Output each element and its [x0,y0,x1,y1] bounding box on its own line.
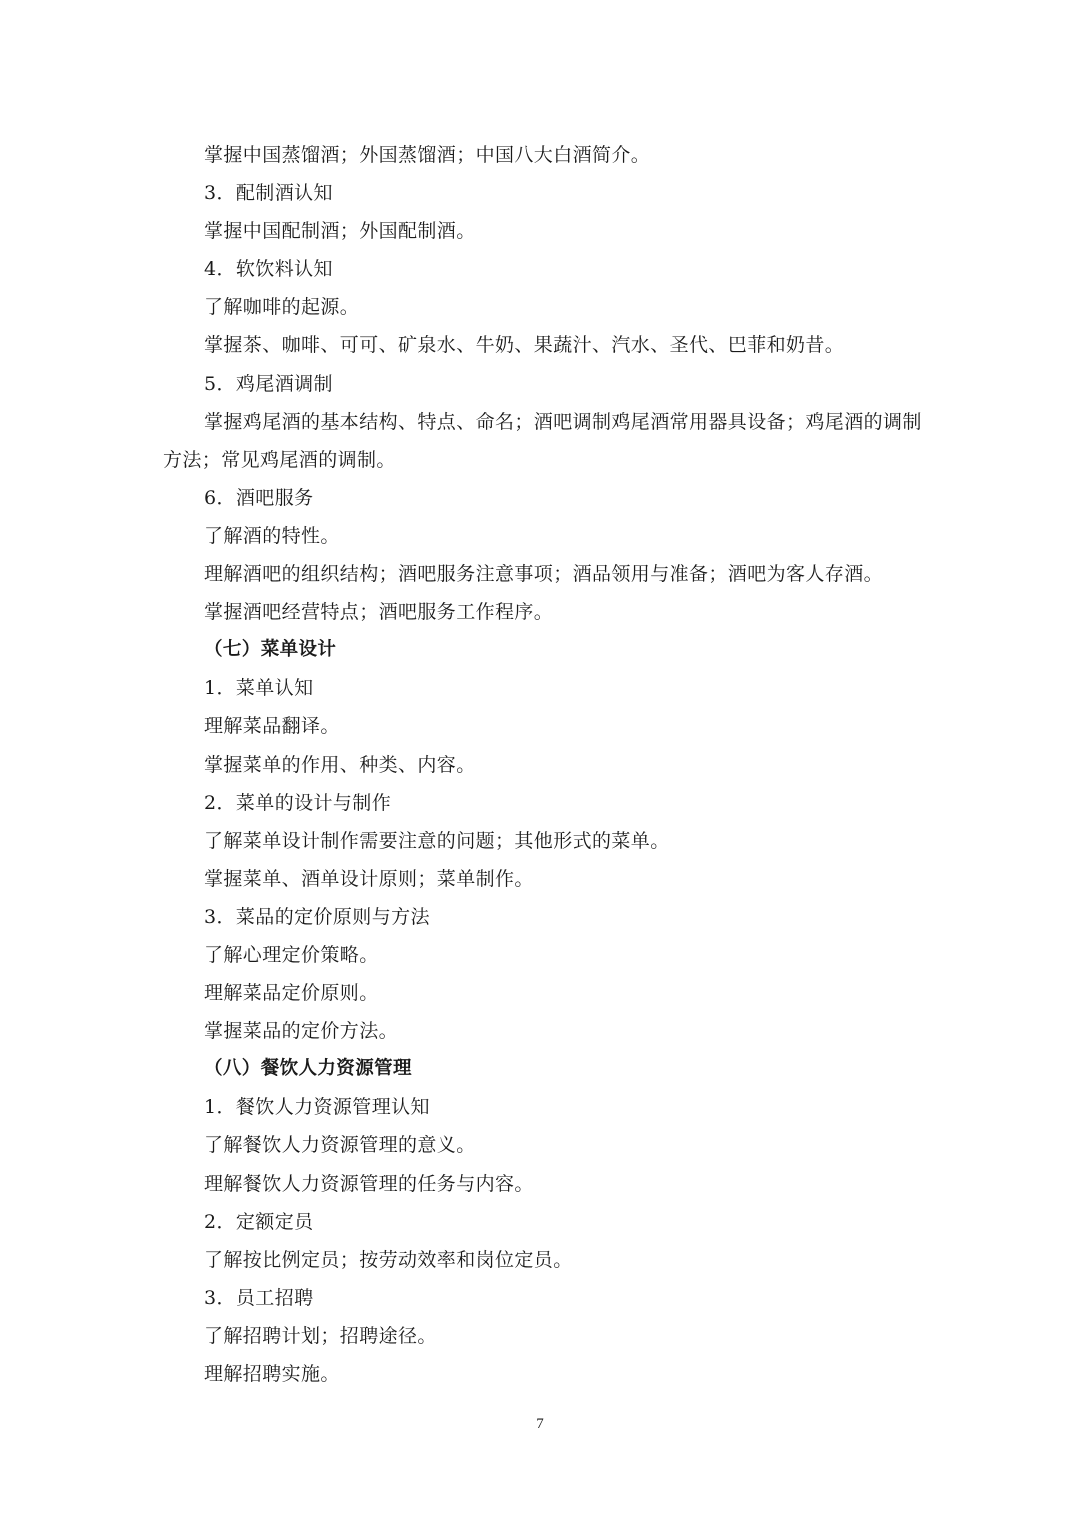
paragraph: 理解菜品翻译。 [204,715,340,738]
paragraph: 掌握菜品的定价方法。 [204,1020,399,1043]
list-item-heading: 3．菜品的定价原则与方法 [204,905,430,928]
paragraph: 了解招聘计划；招聘途径。 [204,1324,437,1347]
paragraph: 了解酒的特性。 [204,524,340,547]
section-heading: （七）菜单设计 [204,639,337,661]
list-item-heading: 3．员工招聘 [204,1286,314,1309]
paragraph: 了解菜单设计制作需要注意的问题；其他形式的菜单。 [204,829,670,852]
document-body [163,136,923,1393]
list-item-heading: 6．酒吧服务 [204,486,314,509]
paragraph: 掌握中国蒸馏酒；外国蒸馏酒；中国八大白酒简介。 [204,144,651,166]
paragraph: 了解餐饮人力资源管理的意义。 [204,1134,476,1157]
paragraph: 掌握酒吧经营特点；酒吧服务工作程序。 [204,601,554,624]
paragraph-wrapped: 掌握鸡尾酒的基本结构、特点、命名；酒吧调制鸡尾酒常用器具设备；鸡尾酒的调制方法；常见鸡尾酒的调制。 [163,410,922,471]
list-item-heading: 2．菜单的设计与制作 [204,791,392,814]
paragraph: 掌握中国配制酒；外国配制酒。 [204,220,476,243]
list-item-heading: 3．配制酒认知 [204,182,333,205]
paragraph: 理解菜品定价原则。 [204,982,379,1005]
list-item-heading: 2．定额定员 [204,1210,314,1233]
paragraph: 理解餐饮人力资源管理的任务与内容。 [204,1172,534,1195]
paragraph: 掌握菜单、酒单设计原则；菜单制作。 [204,867,534,890]
list-item-heading: 5．鸡尾酒调制 [204,372,333,395]
list-item-heading: 1．菜单认知 [204,677,314,700]
list-item-heading: 4．软饮料认知 [204,258,333,281]
paragraph: 掌握菜单的作用、种类、内容。 [204,753,476,776]
section-heading: （八）餐饮人力资源管理 [204,1058,412,1080]
paragraph: 理解酒吧的组织结构；酒吧服务注意事项；酒品领用与准备；酒吧为客人存酒。 [204,563,884,586]
page-number: 7 [536,1416,544,1432]
paragraph: 了解心理定价策略。 [204,943,379,966]
paragraph: 了解按比例定员；按劳动效率和岗位定员。 [204,1248,573,1271]
paragraph: 理解招聘实施。 [204,1363,340,1385]
paragraph: 掌握茶、咖啡、可可、矿泉水、牛奶、果蔬汁、汽水、圣代、巴菲和奶昔。 [204,334,845,357]
list-item-heading: 1．餐饮人力资源管理认知 [204,1096,430,1119]
paragraph: 了解咖啡的起源。 [204,296,360,319]
